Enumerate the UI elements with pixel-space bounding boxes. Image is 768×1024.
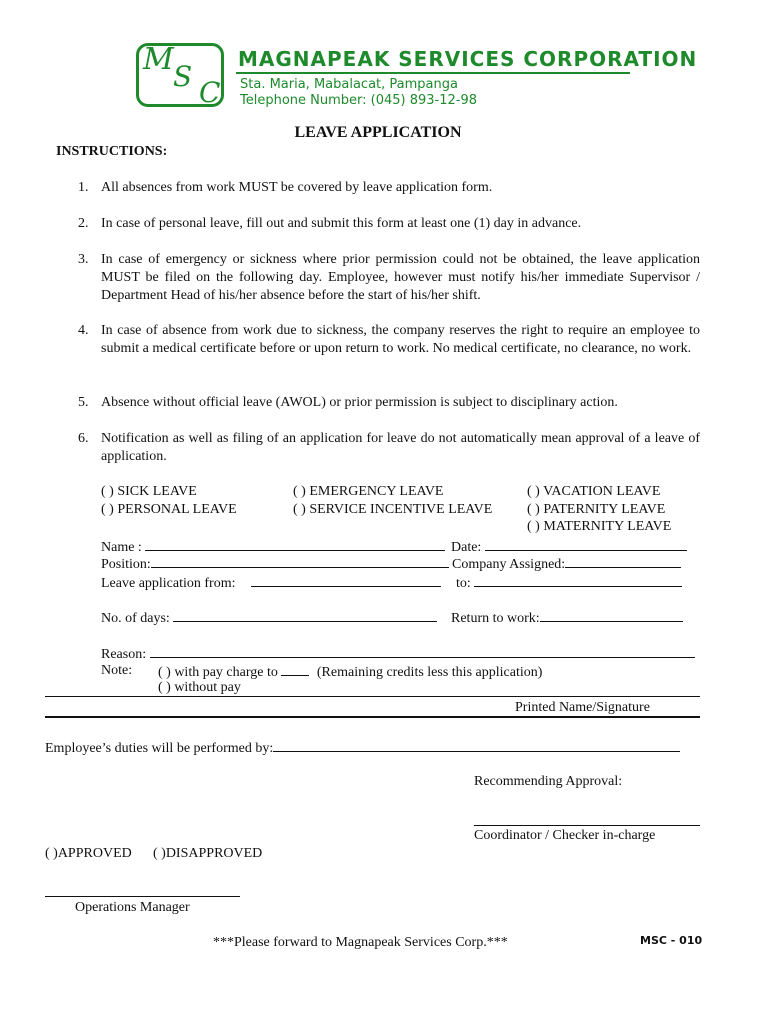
instruction-text: In case of absence from work due to sickness, the company reserves the right to require an employee to submit a medical certificate before or upon return to work. No medical certificate, no clearance, no work. bbox=[101, 323, 700, 356]
return-to-work-field[interactable] bbox=[540, 608, 683, 622]
checkbox-service-incentive-leave[interactable]: ( ) SERVICE INCENTIVE LEAVE bbox=[293, 502, 493, 517]
approved-checkbox[interactable]: ( )APPROVED bbox=[45, 846, 132, 861]
logo-letter-m: M bbox=[143, 42, 174, 77]
remaining-credits-note: (Remaining credits less this application) bbox=[316, 665, 543, 680]
coordinator-signature-line[interactable] bbox=[474, 825, 700, 826]
instruction-text: In case of personal leave, fill out and submit this form at least one (1) day in advance. bbox=[101, 216, 582, 231]
logo-letter-s: S bbox=[173, 60, 193, 93]
header-divider bbox=[236, 72, 630, 74]
instruction-text: In case of emergency or sickness where prior permission could not be obtained, the leave application MUST be filed on the following day. Employee, however must notify his/her immediate Supervisor / Department Head of his/her absence before the start of his/her shift. bbox=[101, 252, 700, 303]
company-assigned-label: Company Assigned: bbox=[452, 554, 681, 573]
instruction-item bbox=[78, 430, 700, 466]
no-of-days-field[interactable] bbox=[173, 608, 437, 622]
position-field[interactable] bbox=[151, 554, 449, 568]
return-to-work-label: Return to work: bbox=[451, 608, 683, 627]
instruction-number: 3. bbox=[78, 252, 89, 267]
company-logo bbox=[136, 43, 224, 107]
checkbox-sick-leave[interactable]: ( ) SICK LEAVE bbox=[101, 484, 197, 499]
signature-label: Printed Name/Signature bbox=[515, 700, 650, 715]
company-assigned-field[interactable] bbox=[565, 554, 681, 568]
section-divider bbox=[45, 696, 700, 697]
reason-label: Reason: bbox=[101, 644, 695, 663]
form-code: MSC - 010 bbox=[640, 934, 703, 947]
operations-manager-signature-line[interactable] bbox=[45, 896, 240, 897]
with-pay-checkbox[interactable]: ( ) with pay charge to bbox=[158, 665, 278, 680]
instructions-heading: INSTRUCTIONS: bbox=[56, 144, 168, 159]
duties-field[interactable] bbox=[273, 738, 680, 752]
charge-to-field[interactable] bbox=[281, 662, 309, 676]
date-field-label: Date: bbox=[451, 537, 687, 556]
position-field-label: Position: bbox=[101, 554, 449, 573]
company-address: Sta. Maria, Mabalacat, Pampanga bbox=[240, 77, 458, 92]
logo-letter-c: C bbox=[199, 76, 221, 109]
no-of-days-label: No. of days: bbox=[101, 608, 437, 627]
instruction-item bbox=[78, 215, 700, 233]
without-pay-checkbox[interactable]: ( ) without pay bbox=[158, 680, 241, 695]
instruction-number: 1. bbox=[78, 180, 89, 195]
footer-note: ***Please forward to Magnapeak Services Corp.*** bbox=[213, 935, 508, 950]
duties-label: Employee’s duties will be performed by: bbox=[45, 738, 680, 757]
form-title: LEAVE APPLICATION bbox=[294, 124, 462, 141]
instruction-item bbox=[78, 322, 700, 358]
name-field[interactable] bbox=[145, 537, 445, 551]
instruction-number: 4. bbox=[78, 323, 89, 338]
checkbox-maternity-leave[interactable]: ( ) MATERNITY LEAVE bbox=[527, 519, 672, 534]
instruction-text: Notification as well as filing of an application for leave do not automatically mean approval of a leave of application. bbox=[101, 431, 700, 464]
instruction-number: 6. bbox=[78, 431, 89, 446]
coordinator-label: Coordinator / Checker in-charge bbox=[474, 828, 656, 843]
checkbox-emergency-leave[interactable]: ( ) EMERGENCY LEAVE bbox=[293, 484, 444, 499]
note-label: Note: bbox=[101, 663, 133, 678]
leave-from-label: Leave application from: bbox=[101, 573, 441, 592]
company-name: MAGNAPEAK SERVICES CORPORATION bbox=[238, 47, 698, 71]
instruction-number: 5. bbox=[78, 395, 89, 410]
section-divider-thick bbox=[45, 716, 700, 718]
checkbox-paternity-leave[interactable]: ( ) PATERNITY LEAVE bbox=[527, 502, 666, 517]
instruction-item bbox=[78, 251, 700, 305]
date-field[interactable] bbox=[485, 537, 687, 551]
recommending-approval-label: Recommending Approval: bbox=[474, 774, 623, 789]
checkbox-vacation-leave[interactable]: ( ) VACATION LEAVE bbox=[527, 484, 661, 499]
instruction-text: All absences from work MUST be covered by leave application form. bbox=[101, 180, 493, 195]
leave-from-field[interactable] bbox=[251, 573, 441, 587]
reason-field[interactable] bbox=[150, 644, 695, 658]
name-field-label: Name : bbox=[101, 537, 445, 556]
checkbox-personal-leave[interactable]: ( ) PERSONAL LEAVE bbox=[101, 502, 237, 517]
leave-to-field[interactable] bbox=[474, 573, 682, 587]
instruction-item bbox=[78, 179, 700, 197]
instruction-number: 2. bbox=[78, 216, 89, 231]
disapproved-checkbox[interactable]: ( )DISAPPROVED bbox=[153, 846, 263, 861]
leave-to-label: to: bbox=[456, 573, 682, 592]
instruction-item bbox=[78, 394, 700, 412]
instruction-text: Absence without official leave (AWOL) or prior permission is subject to disciplinary action. bbox=[101, 395, 618, 410]
operations-manager-label: Operations Manager bbox=[75, 900, 190, 915]
company-telephone: Telephone Number: (045) 893-12-98 bbox=[240, 93, 478, 108]
